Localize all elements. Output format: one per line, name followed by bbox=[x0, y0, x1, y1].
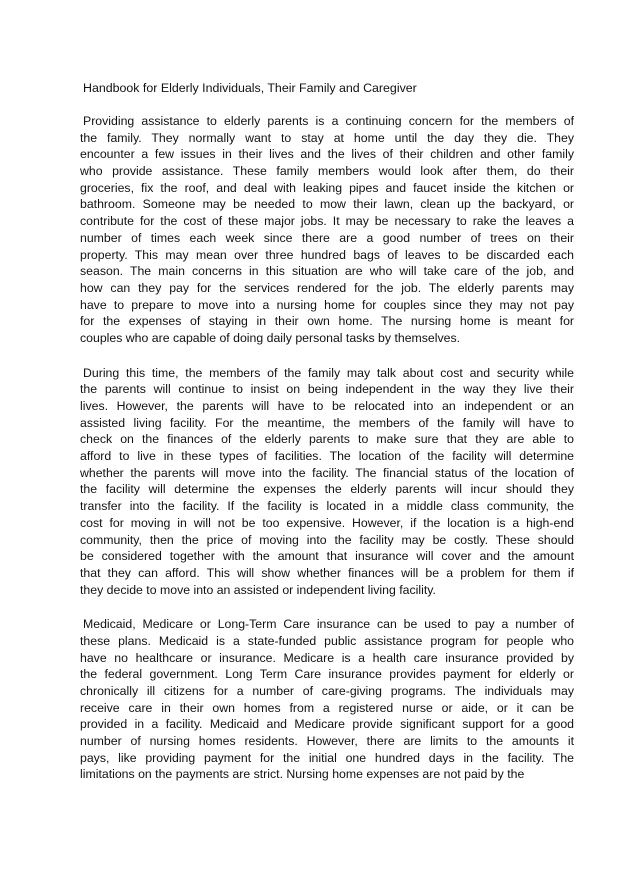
text-line: whether the parents will move into the facility. The financial status of the location of bbox=[80, 465, 574, 480]
text-line: lives. However, the parents will have to be relocated into an independent or an bbox=[80, 399, 574, 413]
text-line: During this time, the members of the family may talk about cost and security while bbox=[83, 365, 574, 380]
text-line: couples who are capable of doing daily personal tasks by themselves. bbox=[80, 330, 461, 345]
text-line: check on the finances of the elderly parents to make sure that they are able to bbox=[80, 432, 574, 447]
paragraph bbox=[80, 365, 574, 599]
text-line: the parents will continue to insist on being independent in the way they live their bbox=[80, 382, 574, 397]
text-line: the facility will determine the expenses the elderly parents will incur should they bbox=[80, 482, 574, 497]
text-line: transfer into the facility. If the facility is located in a middle class community, the bbox=[80, 499, 574, 514]
text-line: pays, like providing payment for the initial one hundred days in the facility. The bbox=[80, 750, 574, 765]
text-line: property. This may mean over three hundred bags of leaves to be discarded each bbox=[80, 247, 574, 262]
paragraph bbox=[80, 616, 574, 783]
paragraph bbox=[80, 113, 574, 347]
text-line: Medicaid, Medicare or Long-Term Care insurance can be used to pay a number of bbox=[83, 617, 574, 632]
text-line: for the expenses of staying in their own home. The nursing home is meant for bbox=[80, 314, 574, 329]
text-line: have no healthcare or insurance. Medicare is a health care insurance provided by bbox=[80, 650, 574, 665]
text-line: these plans. Medicaid is a state-funded public assistance program for people who bbox=[80, 633, 574, 648]
text-line: bathroom. Someone may be needed to mow their lawn, clean up the backyard, or bbox=[80, 197, 574, 212]
text-line: Providing assistance to elderly parents is a continuing concern for the members of bbox=[83, 114, 574, 128]
paragraph-list bbox=[80, 113, 574, 783]
text-line: assisted living facility. For the meantime, the members of the family will have to bbox=[80, 415, 574, 430]
text-line: they decide to move into an assisted or independent living facility. bbox=[80, 582, 436, 597]
text-line: the federal government. Long Term Care insurance provides payment for elderly or bbox=[80, 667, 574, 682]
text-line: encounter a few issues in their lives and the lives of their children and other family bbox=[80, 147, 574, 162]
text-line: chronically ill citizens for a number of care-giving programs. The individuals may bbox=[80, 684, 574, 698]
text-line: community, then the price of moving into the facility may be costly. These should bbox=[80, 532, 574, 547]
text-line: limitations on the payments are strict. Nursing home expenses are not paid by the bbox=[80, 767, 525, 782]
text-line: number of nursing homes residents. However, there are limits to the amounts it bbox=[80, 734, 574, 749]
text-line: afford to live in these types of facilities. The location of the facility will determine bbox=[80, 449, 574, 464]
text-line: number of times each week since there are a good number of trees on their bbox=[80, 230, 574, 245]
text-line: that they can afford. This will show whether finances will be a problem for them if bbox=[80, 565, 574, 580]
text-line: how can they pay for the services rendered for the job. The elderly parents may bbox=[80, 280, 574, 295]
text-line: season. The main concerns in this situation are who will take care of the job, and bbox=[80, 264, 574, 279]
text-line: the family. They normally want to stay at home until the day they die. They bbox=[80, 130, 574, 145]
text-line: provided in a facility. Medicaid and Medicare provide significant support for a good bbox=[80, 717, 574, 732]
text-line: have to prepare to move into a nursing home for couples since they may not pay bbox=[80, 297, 574, 312]
text-line: receive care in their own homes from a registered nurse or aide, or it can be bbox=[80, 700, 574, 715]
text-line: who provide assistance. These family members would look after them, do their bbox=[80, 164, 574, 179]
document-title: Handbook for Elderly Individuals, Their Family and Caregiver bbox=[83, 81, 417, 95]
text-line: groceries, fix the roof, and deal with leaking pipes and faucet inside the kitchen or bbox=[80, 180, 574, 195]
text-line: be considered together with the amount that insurance will cover and the amount bbox=[80, 549, 574, 564]
text-line: cost for moving in will not be too expensive. However, if the location is a high-end bbox=[80, 515, 574, 530]
text-line: contribute for the cost of these major jobs. It may be necessary to rake the leaves a bbox=[80, 214, 574, 229]
document-body bbox=[80, 80, 574, 801]
